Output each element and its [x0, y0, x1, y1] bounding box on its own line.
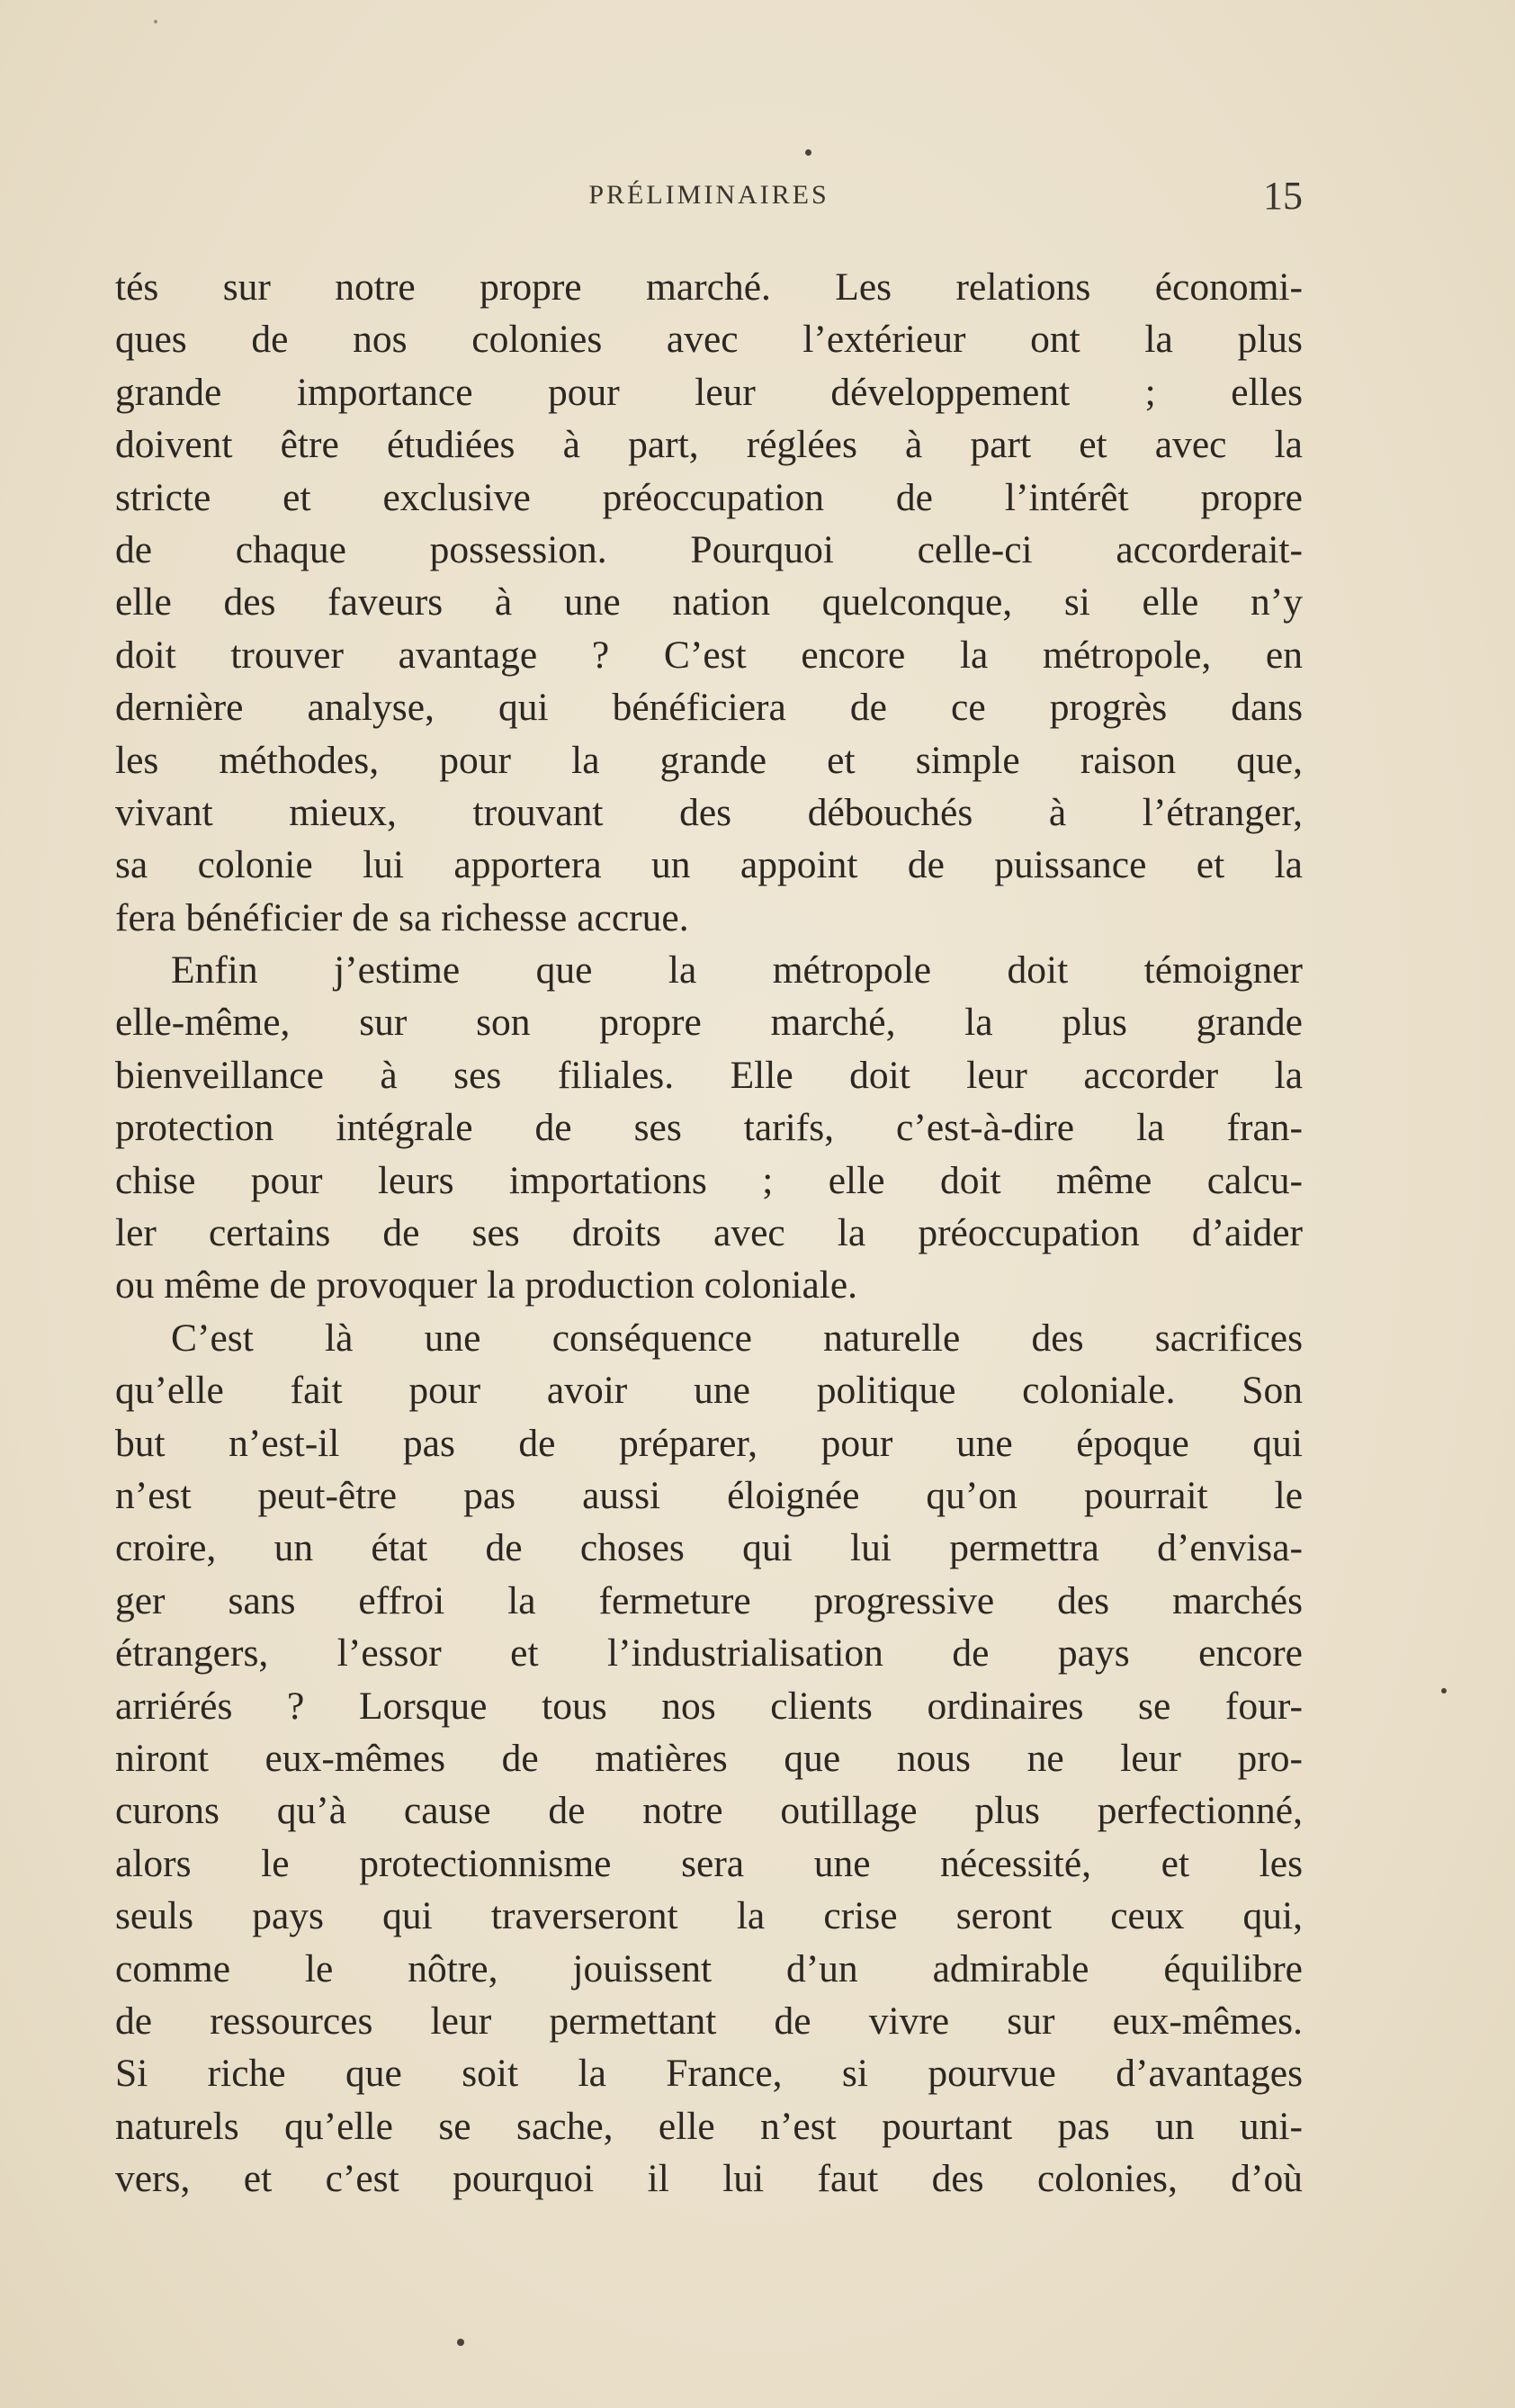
text-line: Si riche que soit la France, si pourvue d’avantages — [115, 2052, 1303, 2096]
text-line: étrangers, l’essor et l’industrialisation de pays encore — [115, 1631, 1303, 1676]
text-line: protection intégrale de ses tarifs, c’est-à-dire la fran- — [115, 1106, 1303, 1150]
ink-speck — [154, 20, 157, 23]
ink-speck — [1441, 1688, 1447, 1694]
text-line: but n’est-il pas de préparer, pour une époque qui — [115, 1421, 1303, 1465]
text-line: niront eux-mêmes de matières que nous ne leur pro- — [115, 1736, 1303, 1780]
body-text — [115, 261, 1303, 2205]
text-line: croire, un état de choses qui lui permettra d’envisa- — [115, 1526, 1303, 1570]
text-line: n’est peut-être pas aussi éloignée qu’on pourrait le — [115, 1473, 1303, 1517]
text-line: ler certains de ses droits avec la préoccupation d’aider — [115, 1211, 1303, 1255]
text-line: seuls pays qui traverseront la crise seront ceux qui, — [115, 1894, 1303, 1938]
text-line: de chaque possession. Pourquoi celle-ci accorderait- — [115, 527, 1303, 571]
text-line: doivent être étudiées à part, réglées à part et avec la — [115, 423, 1303, 467]
text-line: ger sans effroi la fermeture progressive des marchés — [115, 1578, 1303, 1622]
paragraph-first-line: Enfin j’estime que la métropole doit témoigner — [171, 948, 1303, 993]
text-line: elle des faveurs à une nation quelconque, si elle n’y — [115, 580, 1303, 624]
text-line: chise pour leurs importations ; elle doit même calcu- — [115, 1158, 1303, 1202]
text-line: doit trouver avantage ? C’est encore la métropole, en — [115, 633, 1303, 677]
text-line: elle-même, sur son propre marché, la plus grande — [115, 1001, 1303, 1045]
text-line: naturels qu’elle se sache, elle n’est pourtant pas un uni- — [115, 2104, 1303, 2148]
text-line: stricte et exclusive préoccupation de l’intérêt propre — [115, 475, 1303, 519]
paragraph-last-line: ou même de provoquer la production coloniale. — [115, 1263, 858, 1307]
text-line: de ressources leur permettant de vivre sur eux-mêmes. — [115, 1999, 1303, 2043]
text-line: les méthodes, pour la grande et simple raison que, — [115, 738, 1303, 782]
text-line: ques de nos colonies avec l’extérieur ont la plus — [115, 318, 1303, 362]
running-head-title: PRÉLIMINAIRES — [588, 180, 829, 210]
text-line: comme le nôtre, jouissent d’un admirable équilibre — [115, 1946, 1303, 1990]
text-line: alors le protectionnisme sera une nécessité, et les — [115, 1841, 1303, 1885]
text-line: curons qu’à cause de notre outillage plus perfectionné, — [115, 1789, 1303, 1833]
ink-speck — [805, 149, 811, 156]
text-line: qu’elle fait pour avoir une politique coloniale. Son — [115, 1369, 1303, 1413]
text-line: vers, et c’est pourquoi il lui faut des colonies, d’où — [115, 2157, 1303, 2201]
ink-speck — [457, 2339, 464, 2346]
page-number: 15 — [1263, 174, 1303, 218]
text-line: arriérés ? Lorsque tous nos clients ordinaires se four- — [115, 1684, 1303, 1728]
text-line: vivant mieux, trouvant des débouchés à l’étranger, — [115, 790, 1303, 834]
text-line: sa colonie lui apportera un appoint de puissance et la — [115, 843, 1303, 887]
paragraph-first-line: C’est là une conséquence naturelle des sacrifices — [171, 1316, 1303, 1360]
text-line: tés sur notre propre marché. Les relations économi- — [115, 265, 1303, 309]
text-line: bienveillance à ses filiales. Elle doit leur accorder la — [115, 1053, 1303, 1097]
paragraph-last-line: fera bénéficier de sa richesse accrue. — [115, 895, 689, 939]
text-line: dernière analyse, qui bénéficiera de ce progrès dans — [115, 686, 1303, 730]
text-line: grande importance pour leur développement ; elles — [115, 370, 1303, 414]
running-head — [115, 176, 1303, 220]
